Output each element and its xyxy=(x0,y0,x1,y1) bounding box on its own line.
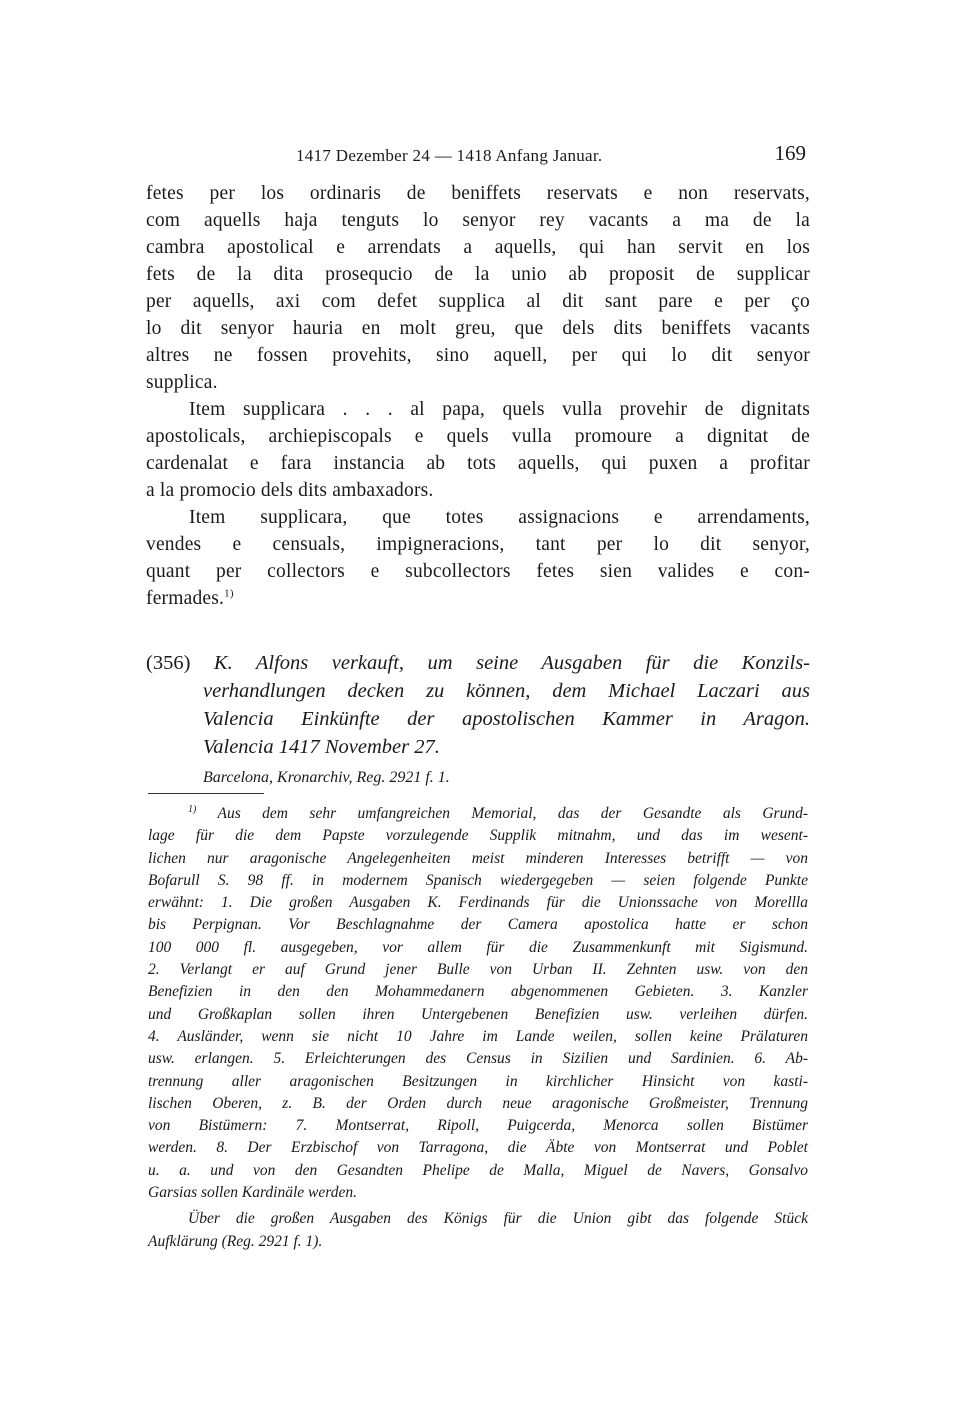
text-line: cardenalat e fara instancia ab tots aquells, qui puxen a profitar xyxy=(146,453,810,474)
running-head-title: 1417 Dezember 24 — 1418 Anfang Januar. xyxy=(296,146,603,165)
entry-line: Valencia Einkünfte der apostolischen Kammer in Aragon. xyxy=(203,708,810,730)
footnote-line: von Bistümern: 7. Montserrat, Ripoll, Puigcerda, Menorca sollen Bistümer xyxy=(148,1117,808,1135)
text-line: cambra apostolical e arrendats a aquells, qui han servit en los xyxy=(146,237,810,258)
footnote-line: Garsias sollen Kardinäle werden. xyxy=(148,1184,357,1202)
entry-number: (356) xyxy=(146,652,191,674)
text-line: fetes per los ordinaris de beniffets reservats e non reservats, xyxy=(146,183,810,204)
document-entry xyxy=(146,649,810,789)
footnote-line: 4. Ausländer, wenn sie nicht 10 Jahre im Lande weilen, sollen keine Prälaturen xyxy=(148,1027,808,1045)
footnote-line: Aufklärung (Reg. 2921 f. 1). xyxy=(148,1232,323,1250)
footnote-line: lichen nur aragonische Angelegenheiten meist minderen Interesses betrifft — von xyxy=(148,849,808,867)
text-fragment: fermades. xyxy=(146,588,225,609)
paragraph-3 xyxy=(146,504,810,612)
text-line: com aquells haja tenguts lo senyor rey vacants a ma de la xyxy=(146,210,810,231)
text-line: a la promocio dels dits ambaxadors. xyxy=(146,480,434,501)
text-line: quant per collectors e subcollectors fetes sien valides e con- xyxy=(146,561,810,582)
paragraph-2 xyxy=(146,396,810,504)
running-head xyxy=(148,141,810,170)
text-line: altres ne fossen provehits, sino aquell, per qui lo dit senyor xyxy=(146,345,810,366)
footnote-text: Aus dem sehr umfangreichen Memorial, das der Gesandte als Grund- xyxy=(217,805,808,822)
footnote-line: bis Perpignan. Vor Beschlagnahme der Camera apostolica hatte er schon xyxy=(148,916,808,934)
footnote-line: usw. erlangen. 5. Erleichterungen des Census in Sizilien und Sardinien. 6. Ab- xyxy=(148,1050,808,1068)
footnote-line: 100 000 fl. ausgegeben, vor allem für die Zusammenkunft mit Sigismund. xyxy=(148,938,808,956)
footnote-line: Benefizien in den den Mohammedanern abgenommenen Gebieten. 3. Kanzler xyxy=(148,983,808,1001)
entry-date-line: Valencia 1417 November 27. xyxy=(203,736,440,758)
footnote-line: lage für die dem Papste vorzulegende Supplik mitnahm, und das im wesent- xyxy=(148,827,808,845)
footnote-line: Bofarull S. 98 ff. in modernem Spanisch wiedergegeben — seien folgende Punkte xyxy=(148,871,808,889)
entry-line: verhandlungen decken zu können, dem Michael Laczari aus xyxy=(203,680,810,702)
footnote-divider xyxy=(148,793,264,794)
footnote-line: u. a. und von den Gesandten Phelipe de Malla, Miguel de Navers, Gonsalvo xyxy=(148,1161,808,1179)
text-line: vendes e censuals, impigneracions, tant per lo dit senyor, xyxy=(146,534,810,555)
text-line: lo dit senyor hauria en molt greu, que dels dits beniffets vacants xyxy=(146,318,810,339)
page-number: 169 xyxy=(774,141,806,165)
paragraph-1 xyxy=(146,180,810,396)
footnote-line: und Großkaplan sollen ihren Untergebenen Benefizien usw. verleihen dürfen. xyxy=(148,1005,808,1023)
footnote-line: 2. Verlangt er auf Grund jener Bulle von Urban II. Zehnten usw. von den xyxy=(148,961,808,979)
footnote-line: trennung aller aragonischen Besitzungen in kirchlicher Hinsicht von kasti- xyxy=(148,1072,808,1090)
text-line: per aquells, axi com defet supplica al dit sant pare e per ço xyxy=(146,291,810,312)
entry-heading-line xyxy=(146,649,810,677)
footnote-line: Über die großen Ausgaben des Königs für die Union gibt das folgende Stück xyxy=(188,1210,808,1228)
entry-source: Barcelona, Kronarchiv, Reg. 2921 f. 1. xyxy=(203,769,450,786)
footnote xyxy=(148,803,808,1253)
text-line: supplica. xyxy=(146,372,218,393)
text-line: apostolicals, archiepiscopals e quels vulla promoure a dignitat de xyxy=(146,426,810,447)
text-line: fets de la dita prosequcio de la unio ab proposit de supplicar xyxy=(146,264,810,285)
footnote-line xyxy=(148,803,808,825)
footnote-line: werden. 8. Der Erzbischof von Tarragona, die Äbte von Montserrat und Poblet xyxy=(148,1139,808,1157)
text-line: Item supplicara, que totes assignacions e arrendaments, xyxy=(189,507,810,528)
text-line-with-note xyxy=(146,585,810,612)
text-line: Item supplicara . . . al papa, quels vulla provehir de dignitats xyxy=(189,399,810,420)
footnote-reference: 1) xyxy=(224,587,234,600)
footnote-line: erwähnt: 1. Die großen Ausgaben K. Ferdinands für die Unionssache von Morellla xyxy=(148,894,808,912)
footnote-marker: 1) xyxy=(188,803,197,815)
entry-text: K. Alfons verkauft, um seine Ausgaben für die Konzils- xyxy=(213,652,811,674)
body-text xyxy=(146,180,810,612)
footnote-line: lischen Oberen, z. B. der Orden durch neue aragonische Großmeister, Trennung xyxy=(148,1094,808,1112)
